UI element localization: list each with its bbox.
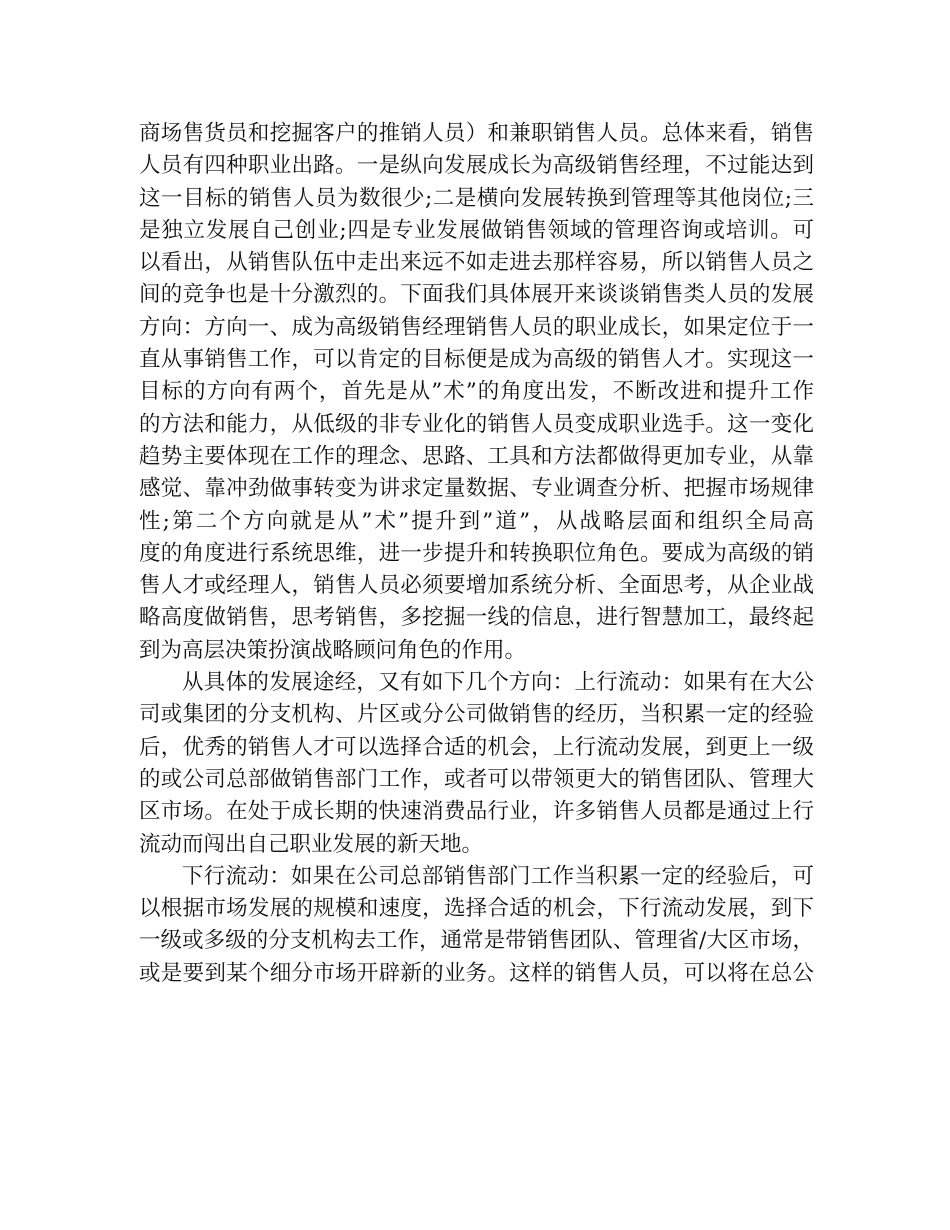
text-line: 到为高层决策扮演战略顾问角色的作用。 bbox=[139, 637, 527, 663]
text-line: 以根据市场发展的规模和速度，选择合适的机会，下行流动发展，到下 bbox=[139, 896, 814, 922]
text-line: 一级或多级的分支机构去工作，通常是带销售团队、管理省/大区市场， bbox=[139, 928, 814, 954]
text-line: 略高度做销售，思考销售，多挖掘一线的信息，进行智慧加工，最终起 bbox=[139, 605, 814, 631]
text-line: 以看出，从销售队伍中走出来远不如走进去那样容易，所以销售人员之 bbox=[139, 250, 814, 276]
text-line: 趋势主要体现在工作的理念、思路、工具和方法都做得更加专业，从靠 bbox=[139, 443, 814, 469]
text-line: 的方法和能力，从低级的非专业化的销售人员变成职业选手。这一变化 bbox=[139, 411, 814, 437]
text-line: 目标的方向有两个，首先是从”术”的角度出发，不断改进和提升工作 bbox=[139, 379, 814, 405]
text-line: 售人才或经理人，销售人员必须要增加系统分析、全面思考，从企业战 bbox=[139, 573, 814, 599]
text-line: 下行流动：如果在公司总部销售部门工作当积累一定的经验后，可 bbox=[182, 863, 814, 889]
text-line: 间的竞争也是十分激烈的。下面我们具体展开来谈谈销售类人员的发展 bbox=[139, 282, 814, 308]
paragraph-3 bbox=[139, 861, 814, 990]
text-line: 这一目标的销售人员为数很少;二是横向发展转换到管理等其他岗位;三 bbox=[139, 185, 814, 211]
text-line: 的或公司总部做销售部门工作，或者可以带领更大的销售团队、管理大 bbox=[139, 766, 814, 792]
text-line: 区市场。在处于成长期的快速消费品行业，许多销售人员都是通过上行 bbox=[139, 799, 814, 825]
text-line: 直从事销售工作，可以肯定的目标便是成为高级的销售人才。实现这一 bbox=[139, 347, 814, 373]
text-line: 后，优秀的销售人才可以选择合适的机会，上行流动发展，到更上一级 bbox=[139, 734, 814, 760]
text-line: 或是要到某个细分市场开辟新的业务。这样的销售人员，可以将在总公 bbox=[139, 960, 814, 986]
document-body bbox=[139, 118, 814, 990]
text-line: 商场售货员和挖掘客户的推销人员）和兼职销售人员。总体来看，销售 bbox=[139, 121, 814, 146]
text-line: 感觉、靠冲劲做事转变为讲求定量数据、专业调查分析、把握市场规律 bbox=[139, 476, 814, 502]
text-line: 度的角度进行系统思维，进一步提升和转换职位角色。要成为高级的销 bbox=[139, 540, 814, 566]
paragraph-2 bbox=[139, 667, 814, 861]
text-line: 方向：方向一、成为高级销售经理销售人员的职业成长，如果定位于一 bbox=[139, 314, 814, 340]
text-line: 司或集团的分支机构、片区或分公司做销售的经历，当积累一定的经验 bbox=[139, 702, 814, 728]
text-line: 流动而闯出自己职业发展的新天地。 bbox=[139, 831, 484, 857]
text-line: 从具体的发展途经，又有如下几个方向：上行流动：如果有在大公 bbox=[182, 670, 814, 696]
text-line: 人员有四种职业出路。一是纵向发展成长为高级销售经理，不过能达到 bbox=[139, 153, 814, 179]
paragraph-1 bbox=[139, 118, 814, 667]
text-line: 性;第二个方向就是从”术”提升到”道”，从战略层面和组织全局高 bbox=[139, 508, 814, 534]
text-line: 是独立发展自己创业;四是专业发展做销售领域的管理咨询或培训。可 bbox=[139, 217, 814, 243]
